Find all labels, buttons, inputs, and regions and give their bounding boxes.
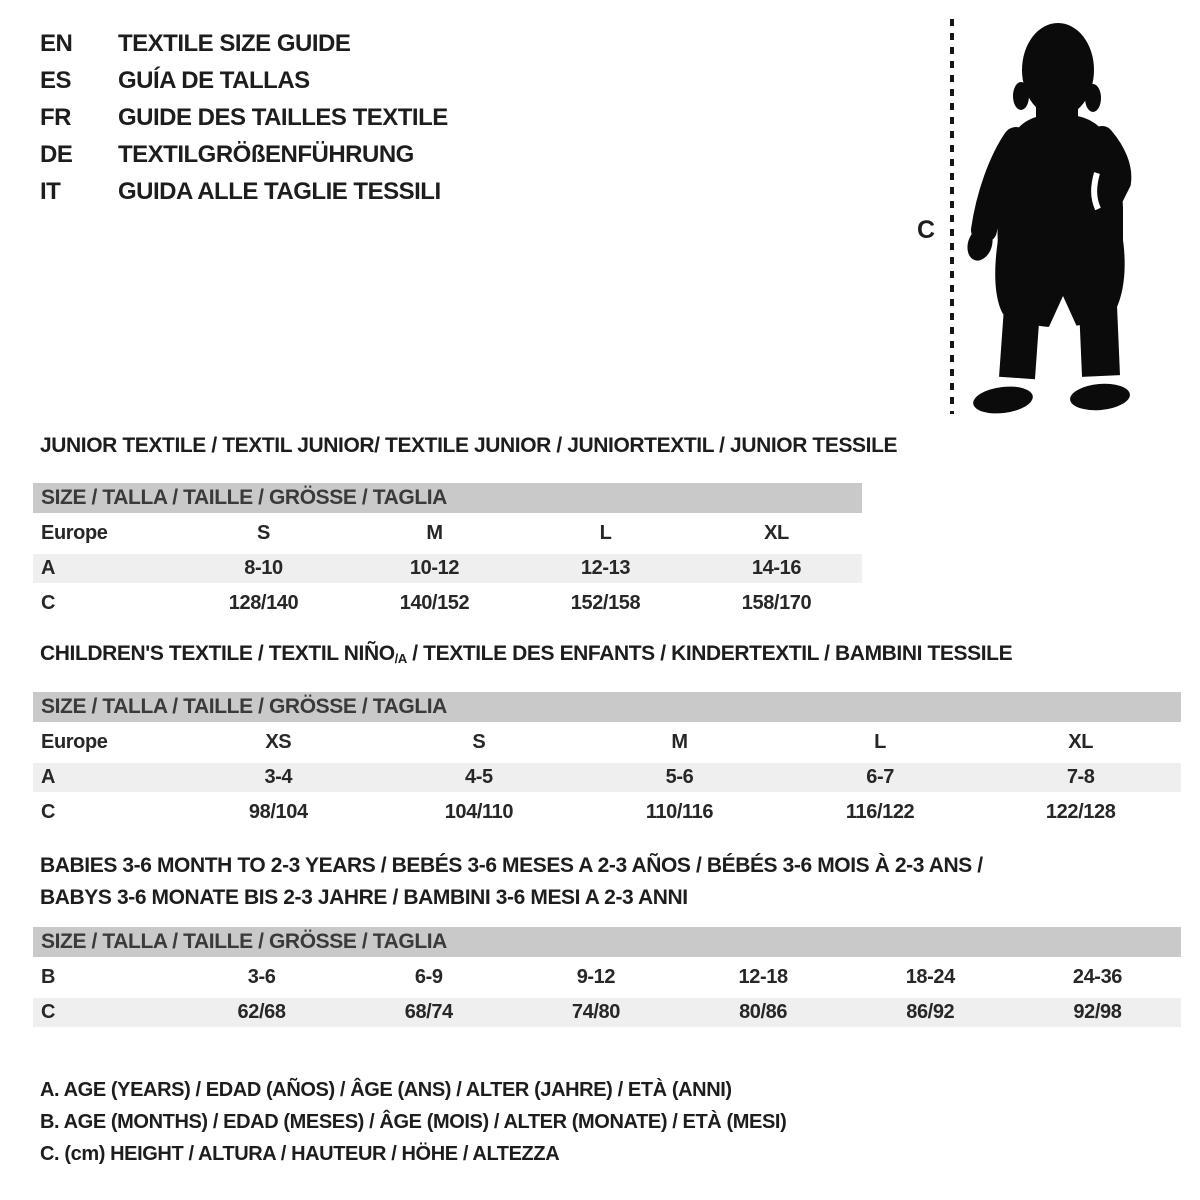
table-cell: 110/116 (645, 801, 714, 823)
table-cell: 12-18 (738, 966, 788, 988)
table-cell: XL (1068, 731, 1094, 753)
legend-line-b: B. AGE (MONTHS) / EDAD (MESES) / ÂGE (MOIS) / ALTER (MONATE) / ETÀ (MESI) (40, 1111, 787, 1133)
table-cell: S (472, 731, 486, 753)
language-row (40, 99, 448, 136)
title-part-pre: CHILDREN'S TEXTILE / TEXTIL NIÑO (40, 642, 395, 665)
table-cell: 104/110 (444, 801, 514, 823)
baby-silhouette (963, 23, 1131, 417)
table-row-europe (33, 725, 1181, 760)
table-cell: L (874, 731, 886, 753)
table-header-bar: SIZE / TALLA / TAILLE / GRÖSSE / TAGLIA (33, 692, 1181, 722)
language-row (40, 62, 448, 99)
table-cell: 4-5 (465, 766, 493, 788)
table-row-height (33, 795, 1181, 830)
table-cell: 140/152 (399, 592, 470, 614)
legend (40, 1074, 786, 1170)
table-row-height (33, 586, 862, 621)
language-code: ES (40, 66, 72, 94)
row-label: Europe (41, 522, 108, 544)
babies-title-line-2: BABYS 3-6 MONATE BIS 2-3 JAHRE / BAMBINI 3-6 MESI A 2-3 ANNI (40, 886, 688, 909)
language-title: TEXTILE SIZE GUIDE (118, 29, 351, 57)
language-title: GUIDA ALLE TAGLIE TESSILI (118, 177, 441, 205)
legend-line-a: A. AGE (YEARS) / EDAD (AÑOS) / ÂGE (ANS) / ALTER (JAHRE) / ETÀ (ANNI) (40, 1079, 732, 1101)
language-title: GUÍA DE TALLAS (118, 66, 310, 94)
table-row-height (33, 995, 1181, 1030)
legend-line-c: C. (cm) HEIGHT / ALTURA / HAUTEUR / HÖHE / ALTEZZA (40, 1143, 560, 1165)
table-cell: 24-36 (1072, 966, 1123, 988)
table-cell: 158/170 (741, 592, 812, 614)
row-label: C (41, 1001, 56, 1023)
table-cell: 92/98 (1073, 1001, 1122, 1023)
language-code: EN (40, 29, 73, 57)
language-code: FR (40, 103, 71, 131)
table-cell: 9-12 (576, 966, 616, 988)
language-row (40, 173, 448, 210)
table-cell: 7-8 (1066, 766, 1095, 788)
table-cell: M (671, 731, 688, 753)
language-list (40, 25, 448, 210)
table-header-bar: SIZE / TALLA / TAILLE / GRÖSSE / TAGLIA (33, 483, 862, 513)
table-cell: 152/158 (570, 592, 641, 614)
table-cell: 128/140 (228, 592, 299, 614)
section-junior-title: JUNIOR TEXTILE / TEXTIL JUNIOR/ TEXTILE JUNIOR / JUNIORTEXTIL / JUNIOR TESSILE (40, 434, 898, 457)
babies-title-line-1: BABIES 3-6 MONTH TO 2-3 YEARS / BEBÉS 3-6 MESES A 2-3 AÑOS / BÉBÉS 3-6 MOIS À 2-3 ANS / (40, 854, 983, 877)
table-header-bar: SIZE / TALLA / TAILLE / GRÖSSE / TAGLIA (33, 927, 1181, 957)
toddler-silhouette-icon (900, 10, 1200, 430)
row-label: C (41, 592, 56, 614)
table-cell: XL (764, 522, 789, 544)
section-children-title (40, 642, 1012, 671)
title-part-post: / TEXTILE DES ENFANTS / KINDERTEXTIL / BAMBINI TESSILE (406, 642, 1013, 665)
row-label: C (41, 801, 56, 823)
table-cell: XS (265, 731, 292, 753)
table-cell: 10-12 (409, 557, 460, 579)
table-cell: 80/86 (739, 1001, 788, 1023)
table-row-age-months (33, 960, 1181, 995)
table-cell: L (599, 522, 612, 544)
row-label: A (41, 557, 56, 579)
language-title: TEXTILGRÖßENFÜHRUNG (118, 140, 414, 168)
table-cell: 3-4 (264, 766, 293, 788)
table-cell: 74/80 (571, 1001, 620, 1023)
table-row-europe (33, 516, 862, 551)
table-cell: 5-6 (665, 766, 694, 788)
language-code: DE (40, 140, 73, 168)
table-cell: 6-9 (414, 966, 443, 988)
table-cell: 14-16 (751, 557, 802, 579)
table-cell: 18-24 (905, 966, 955, 988)
table-cell: 6-7 (866, 766, 894, 788)
table-cell: 3-6 (247, 966, 276, 988)
table-cell: 8-10 (244, 557, 283, 579)
table-cell: S (257, 522, 270, 544)
table-cell: 62/68 (237, 1001, 286, 1023)
table-cell: M (426, 522, 443, 544)
table-cell: 86/92 (906, 1001, 955, 1023)
children-size-table (33, 692, 1181, 830)
table-cell: 68/74 (404, 1001, 453, 1023)
title-part-sub: /A (394, 651, 407, 666)
row-label: B (41, 966, 56, 988)
row-label: Europe (41, 731, 108, 753)
height-measure-label: C (917, 216, 936, 244)
language-code: IT (40, 177, 61, 205)
row-label: A (41, 766, 56, 788)
language-title: GUIDE DES TAILLES TEXTILE (118, 103, 448, 131)
table-row-age (33, 760, 1181, 795)
language-row (40, 136, 448, 173)
table-cell: 122/128 (1045, 801, 1116, 823)
table-row-age (33, 551, 862, 586)
table-cell: 116/122 (845, 801, 915, 823)
junior-size-table (33, 483, 862, 621)
table-cell: 98/104 (248, 801, 308, 823)
language-row (40, 25, 448, 62)
babies-size-table (33, 927, 1181, 1030)
section-babies-title (40, 850, 983, 914)
table-cell: 12-13 (580, 557, 631, 579)
